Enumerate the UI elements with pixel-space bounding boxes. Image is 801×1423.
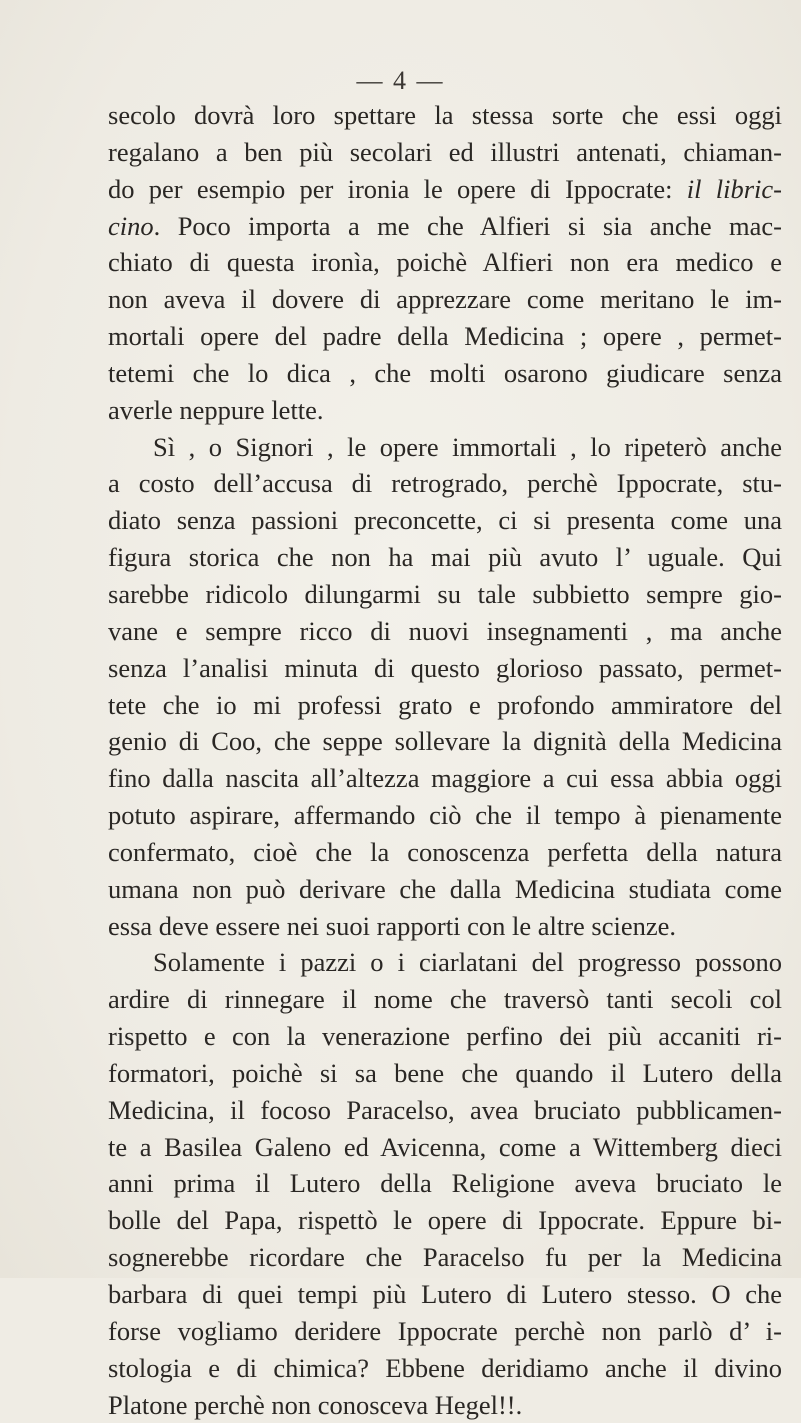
text-line: figura storica che non ha mai più avuto l’ uguale. Qui bbox=[108, 542, 782, 573]
text-line: umana non può derivare che dalla Medicina studiata come bbox=[108, 873, 782, 904]
text-line: tetemi che lo dica , che molti osarono giudicare senza bbox=[108, 357, 782, 388]
text-line: stologia e di chimica? Ebbene deridiamo anche il divino bbox=[108, 1352, 782, 1383]
text-line: non aveva il dovere di apprezzare come meritano le im- bbox=[108, 284, 782, 315]
text-line: confermato, cioè che la conoscenza perfetta della natura bbox=[108, 836, 782, 867]
text-line: diato senza passioni preconcette, ci si presenta come una bbox=[108, 505, 782, 536]
text-line: fino dalla nascita all’altezza maggiore a cui essa abbia oggi bbox=[108, 763, 782, 794]
text-line: Medicina, il focoso Paracelso, avea bruciato pubblicamen- bbox=[108, 1094, 782, 1125]
italic-title: cino bbox=[108, 210, 154, 241]
paragraph-end-line: essa deve essere nei suoi rapporti con le altre scienze. bbox=[108, 910, 677, 941]
text-line: a costo dell’accusa di retrogrado, perchè Ippocrate, stu- bbox=[108, 468, 782, 499]
text-line: chiato di questa ironìa, poichè Alfieri non era medico e bbox=[108, 247, 782, 278]
text-line: regalano a ben più secolari ed illustri antenati, chiaman- bbox=[108, 136, 782, 167]
text-line: bolle del Papa, rispettò le opere di Ippocrate. Eppure bi- bbox=[108, 1205, 782, 1236]
page-number: — 4 — bbox=[356, 66, 445, 95]
text-line: potuto aspirare, affermando ciò che il tempo à pienamente bbox=[108, 800, 782, 831]
text-line: ardire di rinnegare il nome che traversò tanti secoli col bbox=[108, 984, 782, 1015]
body-text bbox=[108, 97, 782, 1423]
text-line: senza l’analisi minuta di questo glorioso passato, permet- bbox=[108, 652, 782, 683]
text-line: mortali opere del padre della Medicina ; opere , permet- bbox=[108, 321, 782, 352]
paragraph-end-line: Platone perchè non conosceva Hegel!!. bbox=[108, 1389, 523, 1420]
paragraph-start-line: Sì , o Signori , le opere immortali , lo ripeterò anche bbox=[153, 431, 782, 462]
text-line: secolo dovrà loro spettare la stessa sorte che essi oggi bbox=[108, 100, 782, 130]
text-line: sognerebbe ricordare che Paracelso fu per la Medicina bbox=[108, 1242, 782, 1273]
text-line: rispetto e con la venerazione perfino dei più accaniti ri- bbox=[108, 1021, 782, 1052]
text-line: formatori, poichè si sa bene che quando il Lutero della bbox=[108, 1057, 782, 1088]
text-line: genio di Coo, che seppe sollevare la dignità della Medicina bbox=[108, 726, 782, 757]
text-line: forse vogliamo deridere Ippocrate perchè non parlò d’ i- bbox=[108, 1315, 782, 1346]
paragraph-start-line: Solamente i pazzi o i ciarlatani del progresso possono bbox=[153, 947, 782, 978]
text-line: do per esempio per ironia le opere di Ippocrate: il libric- bbox=[108, 173, 783, 204]
text-line: barbara di quei tempi più Lutero di Lutero stesso. O che bbox=[108, 1279, 782, 1309]
text-line: cino. Poco importa a me che Alfieri si sia anche mac- bbox=[108, 210, 782, 241]
text-line: anni prima il Lutero della Religione aveva bruciato le bbox=[108, 1168, 782, 1199]
italic-title: il libric- bbox=[686, 173, 783, 204]
paragraph-end-line: averle neppure lette. bbox=[108, 394, 324, 425]
text-line: te a Basilea Galeno ed Avicenna, come a Wittemberg dieci bbox=[108, 1131, 782, 1162]
text-line: sarebbe ridicolo dilungarmi su tale subbietto sempre gio- bbox=[108, 578, 782, 609]
text-line: tete che io mi professi grato e profondo ammiratore del bbox=[108, 689, 782, 720]
text-line: vane e sempre ricco di nuovi insegnamenti , ma anche bbox=[108, 615, 782, 646]
